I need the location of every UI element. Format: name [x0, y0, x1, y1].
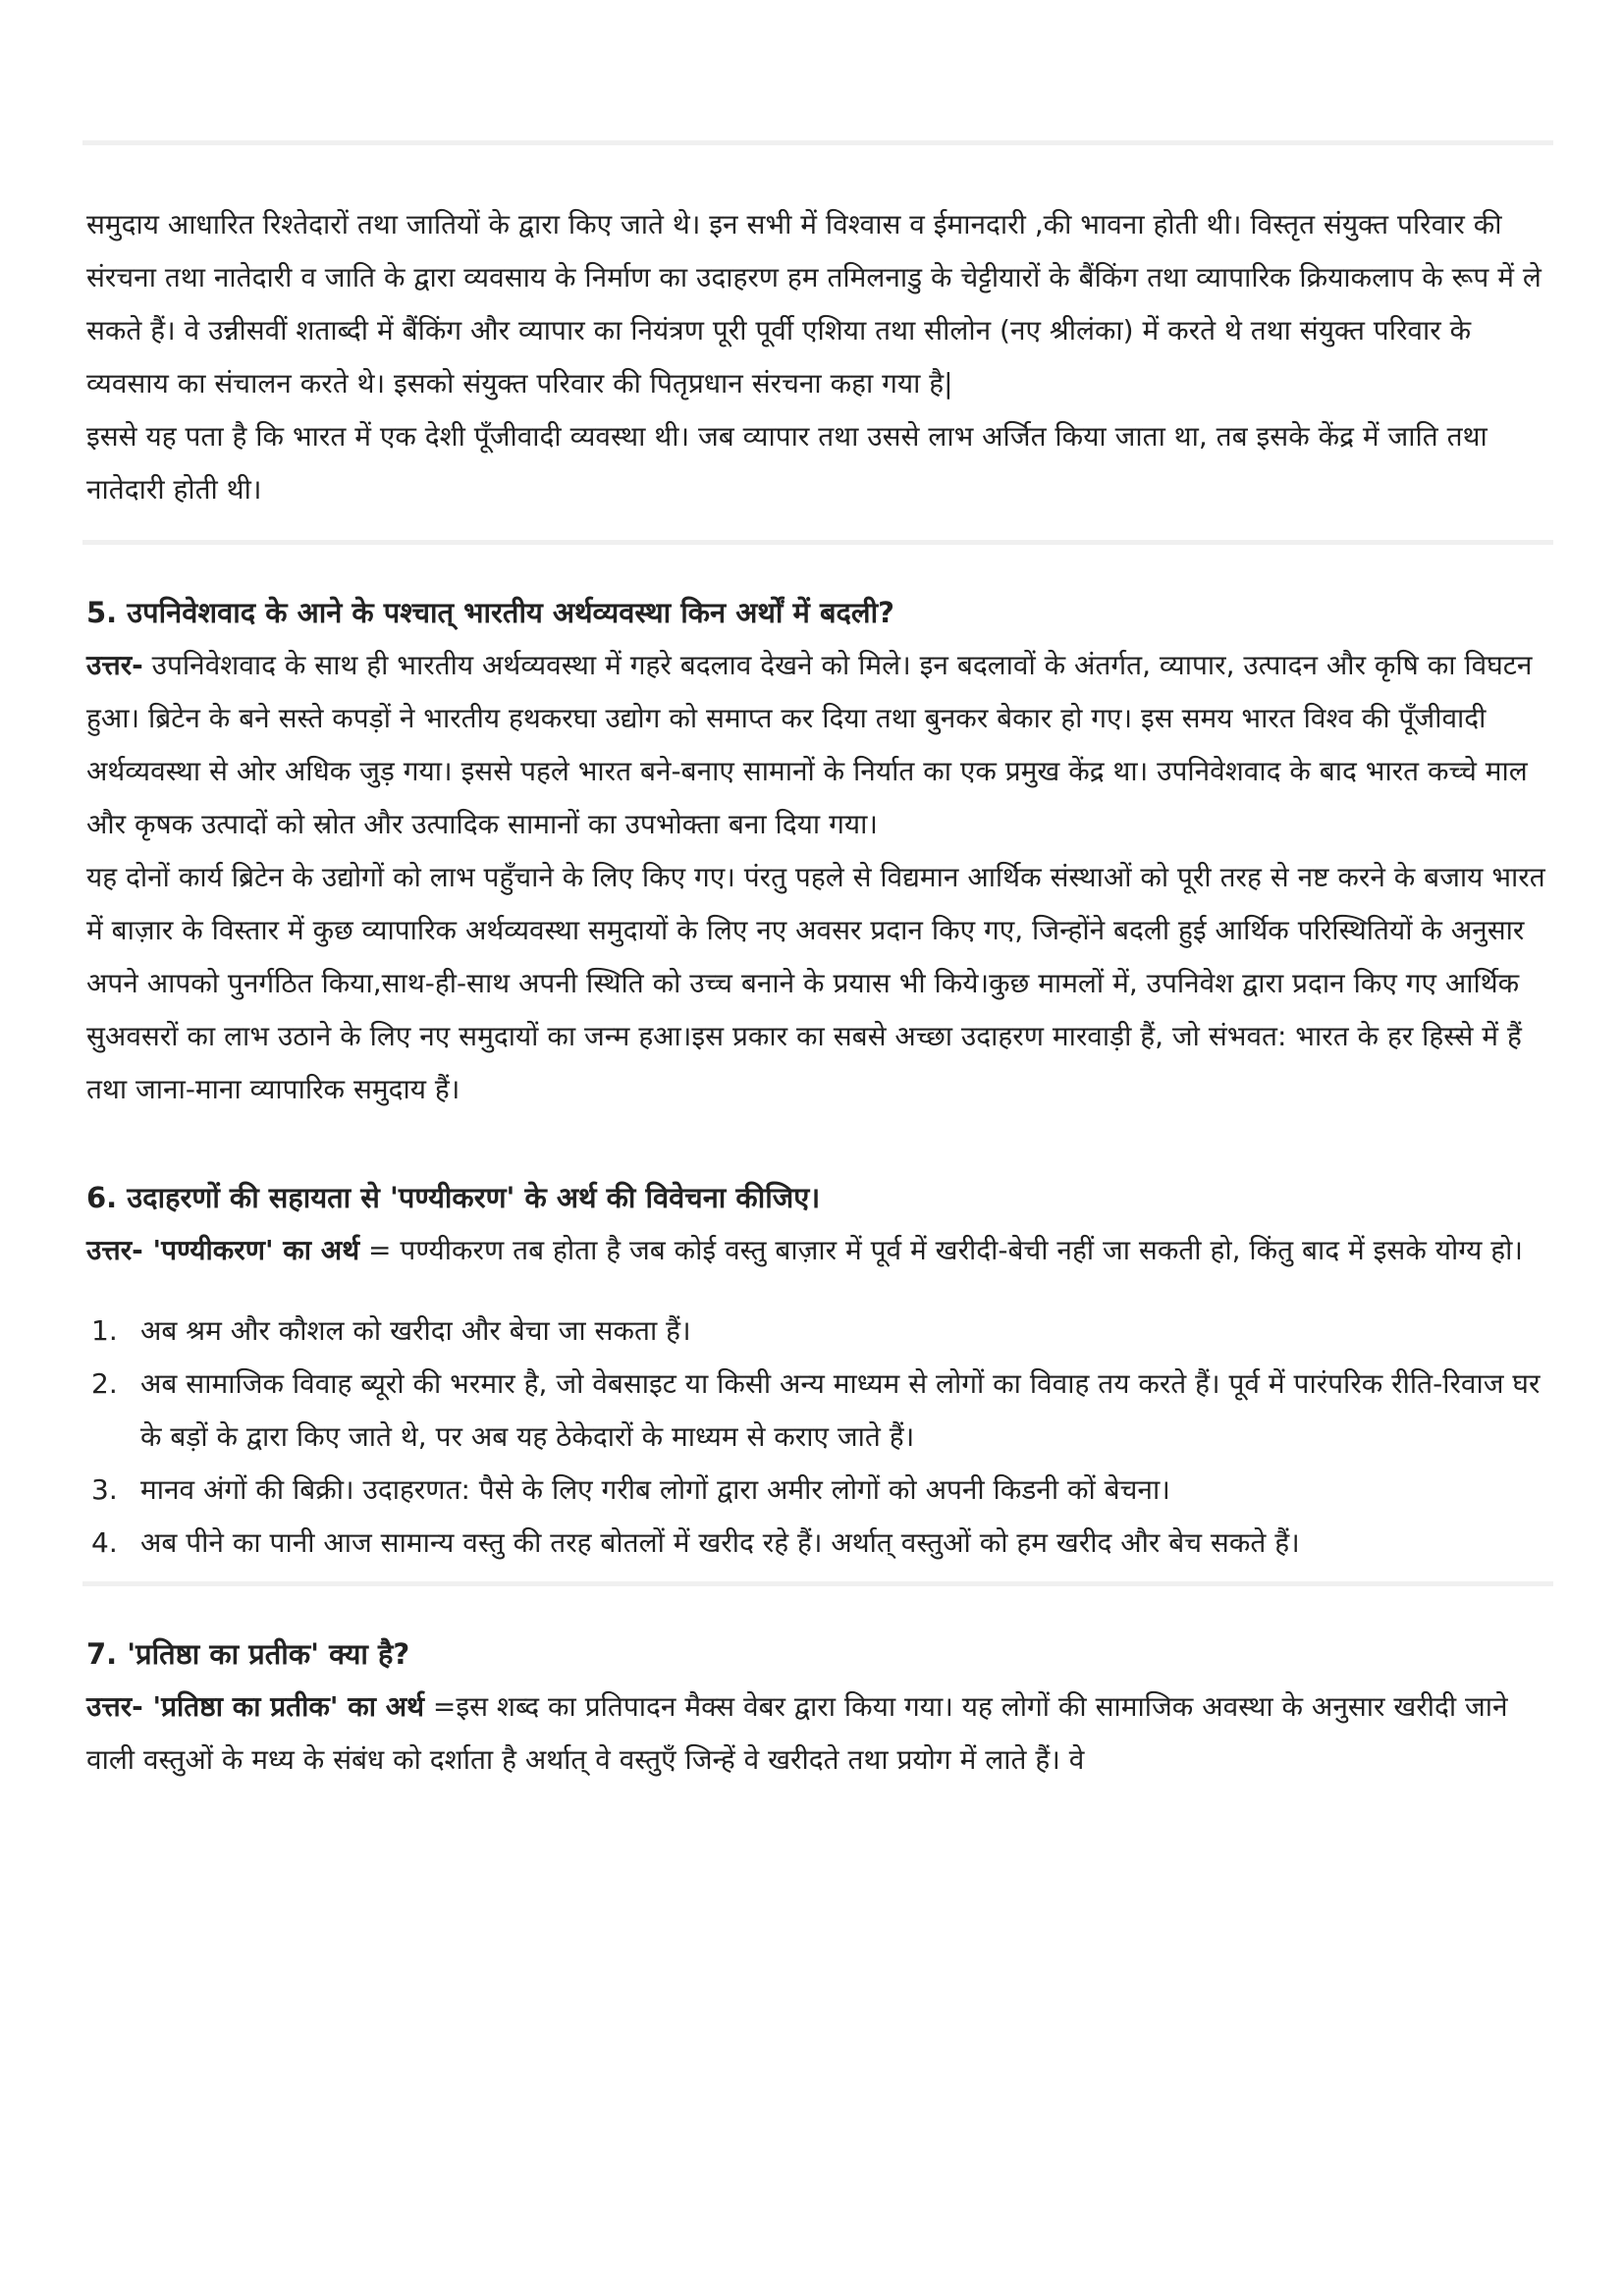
list-item — [86, 1464, 1549, 1517]
commodification-examples-list — [86, 1305, 1549, 1570]
section-divider — [82, 140, 1553, 145]
list-item — [86, 1517, 1549, 1570]
list-item — [86, 1358, 1549, 1464]
answer-text: उपनिवेशवाद के साथ ही भारतीय अर्थव्यवस्था में गहरे बदलाव देखने को मिले। इन बदलावों के अंतर्गत, व्यापार, उत्पादन और कृषि का विघटन हुआ। ब्रिटेन के बने सस्ते कपड़ों ने भारतीय हथकरघा उद्योग को समाप्त कर दिया तथा बुनकर बेकार हो गए। इस समय भारत विश्व की पूँजीवादी अर्थव्यवस्था से ओर अधिक जुड़ गया। इससे पहले भारत बने-बनाए सामानों के निर्यात का एक प्रमुख केंद्र था। उपनिवेशवाद के बाद भारत कच्चे माल और कृषक उत्पादों को स्रोत और उत्पादिक सामानों का उपभोक्ता बना दिया गया। — [86, 649, 1533, 840]
section-divider — [82, 1581, 1553, 1586]
section-divider — [82, 540, 1553, 545]
question-5-answer — [86, 639, 1549, 851]
answer-text: =इस शब्द का प्रतिपादन मैक्स वेबर द्वारा किया गया। यह लोगों की सामाजिक अवस्था के अनुसार खरीदी जाने वाली वस्तुओं के मध्य के संबंध को दर्शाता है अर्थात् वे वस्तुएँ जिन्हें वे खरीदते तथा प्रयोग में लाते हैं। वे — [86, 1690, 1508, 1776]
question-7-answer — [86, 1681, 1549, 1787]
question-7-heading: 7. 'प्रतिष्ठा का प्रतीक' क्या है? — [86, 1637, 410, 1671]
answer-label: उत्तर- 'प्रतिष्ठा का प्रतीक' का अर्थ — [86, 1690, 424, 1723]
list-item-number: 4. — [91, 1526, 118, 1559]
document-content — [86, 0, 1549, 1787]
list-item-text: अब पीने का पानी आज सामान्य वस्तु की तरह बोतलों में खरीद रहे हैं। अर्थात् वस्तुओं को हम खरीद और बेच सकते हैं। — [140, 1526, 1300, 1559]
list-item-text: अब श्रम और कौशल को खरीदा और बेचा जा सकता हैं। — [140, 1314, 691, 1347]
question-5-answer-paragraph-2: यह दोनों कार्य ब्रिटेन के उद्योगों को लाभ पहुँचाने के लिए किए गए। पंरतु पहले से विद्यमान आर्थिक संस्थाओं को पूरी तरह से नष्ट करने के बजाय भारत में बाज़ार के विस्तार में कुछ व्यापारिक अर्थव्यवस्था समुदायों के लिए नए अवसर प्रदान किए गए, जिन्होंने बदली हुई आर्थिक परिस्थितियों के अनुसार अपने आपको पुनर्गठित किया,साथ-ही-साथ अपनी स्थिति को उच्च बनाने के प्रयास भी किये।कुछ मामलों में, उपनिवेश द्वारा प्रदान किए गए आर्थिक सुअवसरों का लाभ उठाने के लिए नए समुदायों का जन्म हआ।इस प्रकार का सबसे अच्छा उदाहरण मारवाड़ी हैं, जो संभवत: भारत के हर हिस्से में हैं तथा जाना-माना व्यापारिक समुदाय हैं। — [86, 861, 1545, 1105]
answer-label: उत्तर- — [86, 649, 143, 681]
list-item-number: 2. — [91, 1367, 118, 1400]
question-5-heading: 5. उपनिवेशवाद के आने के पश्चात् भारतीय अर्थव्यवस्था किन अर्थों में बदली? — [86, 596, 894, 629]
list-item-text: अब सामाजिक विवाह ब्यूरो की भरमार है, जो वेबसाइट या किसी अन्य माध्यम से लोगों का विवाह तय करते हैं। पूर्व में पारंपरिक रीति-रिवाज घर के बड़ों के द्वारा किए जाते थे, पर अब यह ठेकेदारों के माध्यम से कराए जाते हैं। — [140, 1367, 1541, 1453]
question-6-answer — [86, 1224, 1549, 1277]
list-item-number: 1. — [91, 1314, 118, 1347]
question-6-heading: 6. उदाहरणों की सहायता से 'पण्यीकरण' के अर्थ की विवेचना कीजिए। — [86, 1181, 821, 1214]
list-item-text: मानव अंगों की बिक्री। उदाहरणत: पैसे के लिए गरीब लोगों द्वारा अमीर लोगों को अपनी किडनी कों बेचना। — [140, 1473, 1170, 1506]
answer-text: = पण्यीकरण तब होता है जब कोई वस्तु बाज़ार में पूर्व में खरीदी-बेची नहीं जा सकती हो, किंतु बाद में इसके योग्य हो। — [359, 1234, 1523, 1266]
answer-label: उत्तर- 'पण्यीकरण' का अर्थ — [86, 1234, 360, 1266]
list-item-number: 3. — [91, 1473, 118, 1506]
intro-paragraph-1: समुदाय आधारित रिश्तेदारों तथा जातियों के द्वारा किए जाते थे। इन सभी में विश्वास व ईमानदारी ,की भावना होती थी। विस्तृत संयुक्त परिवार की संरचना तथा नातेदारी व जाति के द्वारा व्यवसाय के निर्माण का उदाहरण हम तमिलनाडु के चेट्टीयारों के बैंकिंग तथा व्यापारिक क्रियाकलाप के रूप में ले सकते हैं। वे उन्नीसवीं शताब्दी में बैंकिंग और व्यापार का नियंत्रण पूरी पूर्वी एशिया तथा सीलोन (नए श्रीलंका) में करते थे तथा संयुक्त परिवार के व्यवसाय का संचालन करते थे। इसको संयुक्त परिवार की पितृप्रधान संरचना कहा गया है| — [86, 208, 1542, 400]
intro-paragraph-2: इससे यह पता है कि भारत में एक देशी पूँजीवादी व्यवस्था थी। जब व्यापार तथा उससे लाभ अर्जित किया जाता था, तब इसके केंद्र में जाति तथा नातेदारी होती थी। — [86, 420, 1488, 506]
list-item — [86, 1305, 1549, 1358]
